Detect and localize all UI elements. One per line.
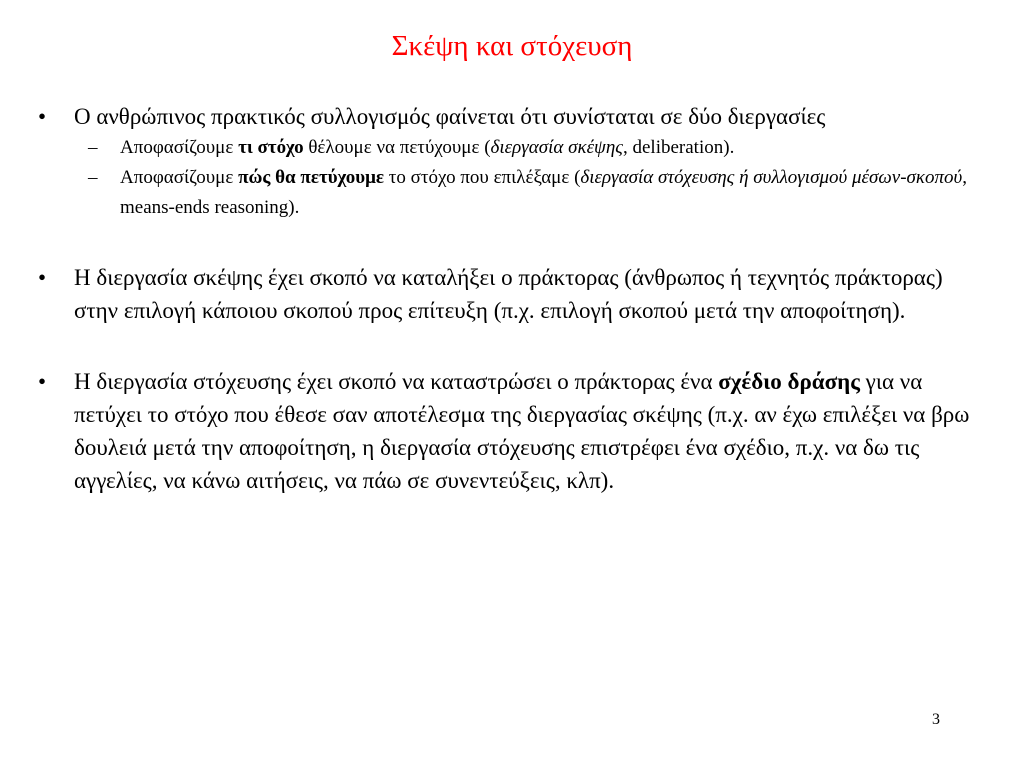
sub-1-bold: τι στόχο	[238, 137, 304, 158]
bullet-1	[38, 100, 988, 133]
sub-2-text-1: Αποφασίζουμε	[120, 167, 239, 188]
bullet-mark: •	[38, 104, 47, 129]
sub-1-italic: διεργασία σκέψης	[490, 137, 623, 158]
sub-2-bold: πώς θα πετύχουμε	[238, 167, 385, 188]
sub-bullet-1	[38, 133, 988, 163]
bullet-1-text: Ο ανθρώπινος πρακτικός συλλογισμός φαίνεται ότι συνίσταται σε δύο διεργασίες	[74, 104, 826, 129]
sub-1-text-1: Αποφασίζουμε	[120, 137, 239, 158]
bullet-3-text-1: Η διεργασία στόχευσης έχει σκοπό να καταστρώσει ο πράκτορας ένα	[74, 369, 719, 394]
sub-2-text-2: το στόχο που επιλέξαμε (	[384, 167, 581, 188]
bullet-spacer	[38, 327, 988, 365]
bullet-3-bold: σχέδιο δράσης	[718, 369, 860, 394]
bullet-mark: •	[38, 265, 47, 290]
bullet-mark: •	[38, 369, 47, 394]
sub-1-text-3: , deliberation).	[623, 137, 735, 158]
sub-2-italic: διεργασία στόχευσης ή συλλογισμού μέσων-σκοπού	[580, 167, 963, 188]
slide-content	[38, 100, 988, 497]
sub-1-text-2: θέλουμε να πετύχουμε (	[303, 137, 491, 158]
page-number: 3	[932, 711, 940, 728]
bullet-3	[38, 365, 988, 497]
sub-2-text-3: , means-ends reasoning).	[120, 167, 967, 218]
sub-bullet-2	[38, 163, 988, 223]
bullet-2-text: Η διεργασία σκέψης έχει σκοπό να καταλήξει ο πράκτορας (άνθρωπος ή τεχνητός πράκτορας) στην επιλογή κάποιου σκοπού προς επίτευξη (π.χ. επιλογή σκοπού μετά την αποφοίτηση).	[74, 265, 943, 323]
bullet-2	[38, 261, 988, 327]
slide-title: Σκέψη και στόχευση	[391, 30, 633, 62]
sub-bullet-mark: –	[88, 137, 98, 158]
bullet-3-text-2: για να πετύχει το στόχο που έθεσε σαν αποτέλεσμα της διεργασίας σκέψης (π.χ. αν έχω επιλέξει να βρω δουλειά μετά την αποφοίτηση, η διεργασία στόχευσης επιστρέφει ένα σχέδιο, π.χ. να δω τις αγγελίες, να κάνω αιτήσεις, να πάω σε συνεντεύξεις, κλπ).	[74, 369, 970, 493]
bullet-spacer	[38, 223, 988, 261]
sub-bullet-mark: –	[88, 167, 98, 188]
